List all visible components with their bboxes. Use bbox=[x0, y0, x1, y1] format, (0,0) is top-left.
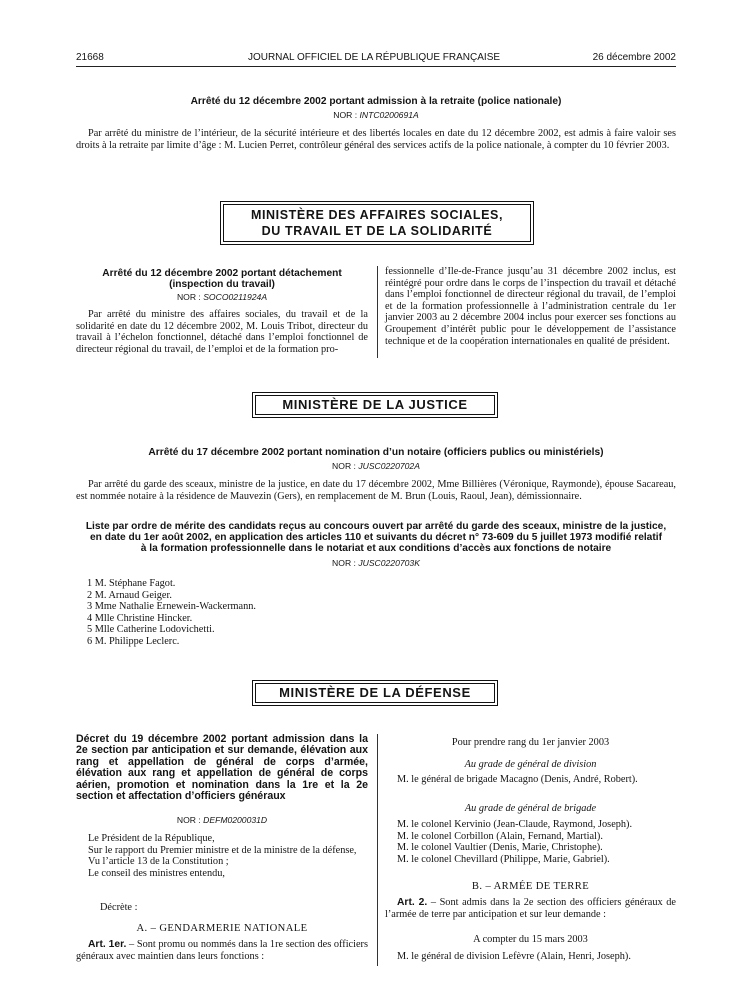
title-line-2: en date du 1er août 2002, en application des articles 110 et suivants du décret n° 73-609 du 5 juillet 1973 modifié relatif bbox=[90, 532, 662, 543]
ministry-line-1: MINISTÈRE DES AFFAIRES SOCIALES, bbox=[250, 208, 504, 222]
column-divider bbox=[377, 266, 378, 358]
header-date: 26 décembre 2002 bbox=[592, 52, 676, 63]
arrete-notaire-title: Arrêté du 17 décembre 2002 portant nomination d’un notaire (officiers publics ou ministériels) bbox=[148, 447, 604, 458]
candidates-list bbox=[87, 578, 256, 648]
journal-title: JOURNAL OFFICIEL DE LA RÉPUBLIQUE FRANÇAISE bbox=[247, 52, 501, 63]
article-1-text: – Sont promu ou nommés dans la 1re section des officiers généraux avec maintien dans leurs fonctions : bbox=[76, 939, 368, 962]
section-a-heading: A. – GENDARMERIE NATIONALE bbox=[136, 923, 308, 934]
nor-line bbox=[76, 110, 676, 120]
arrete-detachement-body-right: fessionnelle d’Ile-de-France jusqu’au 31 décembre 2002 inclus, est réintégré pour ordre dans le corps de l’inspection du travail et détaché dans l’emploi fonctionnel de directeur régional du travail, de l’emploi et de la formation professionnelle à l’administration centrale du 1er janvier 2003 au 2 décembre 2004 inclus pour exercer ses fonctions au Groupement d’intérêt public pour le développement de l’assistance technique et de la coopération internationales en qualité de président. bbox=[385, 266, 676, 347]
nor-code: JUSC0220702A bbox=[358, 461, 420, 471]
list-item: 1 M. Stéphane Fagot. bbox=[87, 578, 176, 589]
nor-label: NOR : bbox=[332, 558, 359, 568]
title-line-2: (inspection du travail) bbox=[169, 279, 275, 290]
nor-code: INTC0200691A bbox=[359, 110, 419, 120]
nor-label: NOR : bbox=[176, 815, 204, 825]
header-rule bbox=[76, 66, 676, 67]
ministry-justice-box bbox=[252, 392, 498, 418]
ministry-line-1: MINISTÈRE DE LA DÉFENSE bbox=[255, 683, 495, 703]
list-item: M. le colonel Chevillard (Philippe, Marie, Gabriel). bbox=[397, 853, 610, 865]
ministry-affaires-sociales-box bbox=[220, 201, 534, 245]
brigade-list bbox=[385, 819, 676, 865]
page-number: 21668 bbox=[76, 52, 104, 63]
rapport-line: Sur le rapport du Premier ministre et de la ministre de la défense, bbox=[88, 844, 357, 856]
list-item: 3 Mme Nathalie Ernewein-Wackermann. bbox=[87, 601, 256, 613]
list-item: 4 Mlle Christine Hincker. bbox=[87, 612, 193, 624]
nor-code: SOCO0211924A bbox=[203, 292, 268, 302]
nor-code: DEFM0200031D bbox=[203, 815, 268, 825]
article-1-label: Art. 1er. bbox=[88, 939, 127, 950]
nor-line bbox=[76, 292, 368, 302]
grade-division-heading: Au grade de général de division bbox=[464, 759, 597, 770]
macagno-line: M. le général de brigade Macagno (Denis, André, Robert). bbox=[397, 774, 638, 785]
article-1 bbox=[76, 939, 368, 962]
decret-preamble bbox=[76, 833, 368, 879]
article-2-text: – Sont admis dans la 2e section des officiers généraux de l’armée de terre par anticipation et sur leur demande : bbox=[385, 897, 676, 920]
nor-line bbox=[76, 558, 676, 568]
prendre-rang: Pour prendre rang du 1er janvier 2003 bbox=[451, 737, 610, 748]
list-item: M. le colonel Kervinio (Jean-Claude, Raymond, Joseph). bbox=[397, 819, 633, 830]
nor-label: NOR : bbox=[332, 461, 359, 471]
ministry-line-1: MINISTÈRE DE LA JUSTICE bbox=[255, 395, 495, 415]
column-divider bbox=[377, 734, 378, 966]
president-line: Le Président de la République, bbox=[88, 833, 215, 844]
title-line-1: Arrêté du 12 décembre 2002 portant détachement bbox=[102, 268, 342, 279]
list-item: 5 Mlle Catherine Lodovichetti. bbox=[87, 624, 215, 636]
constitution-line: Vu l’article 13 de la Constitution ; bbox=[88, 856, 229, 868]
article-2 bbox=[385, 897, 676, 920]
list-item: 6 M. Philippe Leclerc. bbox=[87, 635, 180, 647]
nor-code: JUSC0220703K bbox=[358, 558, 420, 568]
arrete-notaire-body: Par arrêté du garde des sceaux, ministre de la justice, en date du 17 décembre 2002, Mme Billières (Véronique, Raymonde), épouse Sacareau, est nommée notaire à la résidence de Mauvezin (Gers), en remplacement de M. Brun (Louis, Raoul, Jean), démissionnaire. bbox=[76, 479, 676, 502]
list-item: 2 M. Arnaud Geiger. bbox=[87, 589, 172, 601]
article-2-label: Art. 2. bbox=[397, 897, 428, 908]
section-b-heading: B. – ARMÉE DE TERRE bbox=[471, 881, 590, 892]
conseil-line: Le conseil des ministres entendu, bbox=[88, 867, 225, 879]
nor-line bbox=[76, 461, 676, 471]
decret-defense-title: Décret du 19 décembre 2002 portant admission dans la 2e section par anticipation et sur demande, élévation aux rang et appellation de général de corps d’armée, élévation aux rang et appellation de général de corps aérien, promotion et nomination dans la 1re et la 2e section et affectation d’officiers généraux bbox=[76, 733, 368, 803]
ministry-line-2: DU TRAVAIL ET DE LA SOLIDARITÉ bbox=[261, 224, 493, 238]
liste-merite-title bbox=[76, 521, 676, 554]
decrete-line: Décrète : bbox=[100, 902, 138, 913]
nor-line bbox=[76, 815, 368, 825]
title-line-1: Liste par ordre de mérite des candidats reçus au concours ouvert par arrêté du garde des sceaux, ministre de la justice, bbox=[85, 521, 667, 532]
compter-line: A compter du 15 mars 2003 bbox=[473, 934, 588, 945]
arrete-detachement-title bbox=[76, 268, 368, 290]
nor-label: NOR : bbox=[176, 292, 204, 302]
ministry-defense-box bbox=[252, 680, 498, 706]
arrete-detachement-body-left: Par arrêté du ministre des affaires sociales, du travail et de la solidarité en date du 12 décembre 2002, M. Louis Tribot, directeur du travail à l’échelon fonctionnel, détaché dans l’emploi fonctionnel de directeur régional du travail, de l’emploi et de la formation pro- bbox=[76, 309, 368, 355]
list-item: M. le colonel Vaultier (Denis, Marie, Christophe). bbox=[397, 842, 603, 854]
lefevre-line: M. le général de division Lefèvre (Alain, Henri, Joseph). bbox=[397, 951, 631, 962]
title-line-3: à la formation professionnelle dans le notariat et aux conditions d’accès aux fonctions de notaire bbox=[140, 543, 612, 554]
nor-label: NOR : bbox=[333, 110, 360, 120]
list-item: M. le colonel Corbillon (Alain, Fernand, Martial). bbox=[397, 830, 603, 842]
grade-brigade-heading: Au grade de général de brigade bbox=[464, 803, 597, 814]
arrete-retraite-body: Par arrêté du ministre de l’intérieur, de la sécurité intérieure et des libertés locales en date du 12 décembre 2002, est admis à faire valoir ses droits à la retraite par limite d’âge : M. Lucien Perret, contrôleur général des services actifs de la police nationale, à compter du 10 février 2003. bbox=[76, 128, 676, 151]
arrete-retraite-title: Arrêté du 12 décembre 2002 portant admission à la retraite (police nationale) bbox=[190, 96, 562, 107]
